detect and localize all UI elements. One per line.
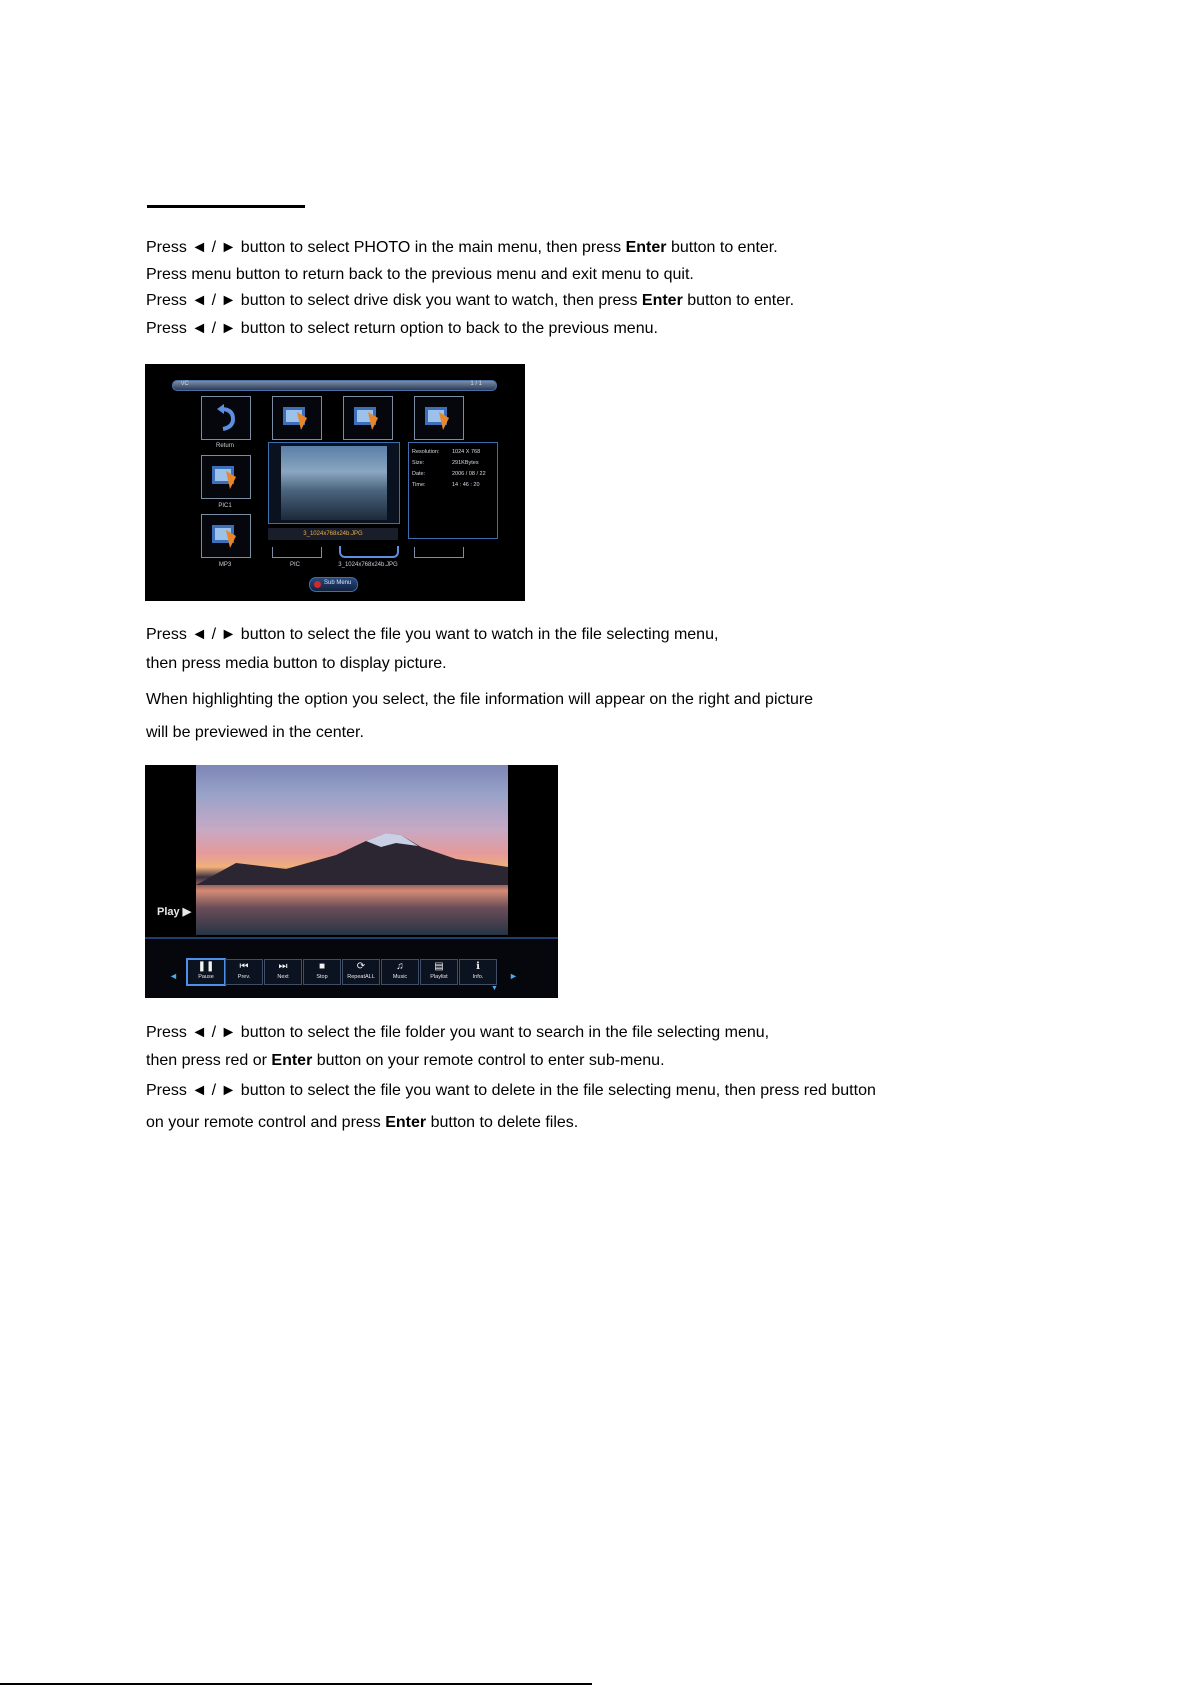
info-row: Date: 2006 / 08 / 22: [412, 471, 486, 477]
pause-icon: ❚❚: [197, 961, 215, 972]
preview-panel: [268, 442, 400, 524]
photo-icon: [212, 522, 238, 548]
tile-filename: 3_1024x768x24b.JPG: [338, 562, 398, 568]
return-tile[interactable]: [201, 396, 251, 440]
mountain-silhouette: [196, 825, 508, 885]
control-label: Music: [392, 974, 408, 980]
sub-menu-label: Sub Menu: [324, 580, 352, 586]
control-label: Stop: [316, 974, 328, 980]
photo-icon: [212, 463, 238, 489]
instruction-line: When highlighting the option you select, the file information will appear on the right and picture: [146, 691, 814, 708]
folder-tile-mp3[interactable]: [201, 514, 251, 558]
instruction-line: Press ◄ / ► button to select the file you want to watch in the file selecting menu,: [146, 626, 719, 643]
playlist-icon: ▤: [434, 961, 444, 972]
sub-menu-button[interactable]: [309, 577, 358, 592]
prev-icon: ⏮: [239, 961, 249, 972]
instruction-line: on your remote control and press Enter button to delete files.: [146, 1114, 579, 1131]
instruction-line: then press red or Enter button on your remote control to enter sub-menu.: [146, 1052, 665, 1069]
path-bar: [172, 380, 497, 391]
repeat-icon: ⟳: [356, 961, 366, 972]
instruction-line: Press ◄ / ► button to select the file you want to delete in the file selecting menu, then press red button: [146, 1082, 876, 1099]
next-button[interactable]: [264, 959, 302, 985]
info-row: Size: 291KBytes: [412, 460, 479, 466]
instruction-line: then press media button to display picture.: [146, 655, 447, 672]
path-label: \/C: [181, 381, 189, 387]
tile-bottom-edge: [272, 547, 322, 558]
tile-label: MP3: [218, 562, 232, 568]
pause-button[interactable]: [186, 958, 226, 986]
tile-label: Return: [215, 443, 234, 449]
selected-tile[interactable]: [339, 546, 399, 558]
return-icon: [215, 403, 237, 431]
page-indicator: 1 / 1: [470, 381, 482, 387]
repeat-button[interactable]: [342, 959, 380, 985]
control-label: RepeatALL: [347, 974, 375, 980]
instruction-line: will be previewed in the center.: [146, 724, 364, 741]
photo-icon: [425, 404, 451, 430]
instruction-line: Press ◄ / ► button to select the file folder you want to search in the file selecting menu,: [146, 1024, 770, 1041]
instruction-line: Press ◄ / ► button to select PHOTO in the main menu, then press Enter button to enter.: [146, 239, 778, 256]
info-icon: ℹ: [476, 961, 480, 972]
control-label: Next: [277, 974, 289, 980]
red-button-icon: [314, 581, 321, 588]
info-row: Time: 14 : 46 : 20: [412, 482, 480, 488]
tile-label: PIC1: [218, 503, 232, 509]
photo-tile[interactable]: [343, 396, 393, 440]
info-button[interactable]: [459, 959, 497, 985]
photo-browser-screenshot: [145, 364, 525, 601]
info-row: Resolution: 1024 X 768: [412, 449, 481, 455]
photo-icon: [354, 404, 380, 430]
slideshow-photo: [196, 765, 508, 935]
prev-button[interactable]: [225, 959, 263, 985]
section-underline: [147, 205, 305, 208]
preview-image: [281, 446, 387, 520]
control-label: Prev.: [237, 974, 251, 980]
instruction-line: Press ◄ / ► button to select drive disk you want to watch, then press Enter button to enter.: [146, 292, 795, 309]
playlist-button[interactable]: [420, 959, 458, 985]
scroll-left-icon[interactable]: ◄: [169, 971, 178, 981]
photo-tile[interactable]: [414, 396, 464, 440]
preview-filename: 3_1024x768x24b.JPG: [268, 528, 398, 540]
stop-button[interactable]: [303, 959, 341, 985]
stop-icon: ■: [318, 961, 326, 972]
photo-icon: [283, 404, 309, 430]
control-label: Info.: [472, 974, 484, 980]
instruction-line: Press ◄ / ► button to select return option to back to the previous menu.: [146, 320, 658, 337]
music-button[interactable]: [381, 959, 419, 985]
music-icon: ♫: [396, 961, 404, 972]
scroll-down-icon[interactable]: ▼: [491, 985, 498, 992]
instruction-line: Press menu button to return back to the previous menu and exit menu to quit.: [146, 266, 694, 283]
scroll-right-icon[interactable]: ►: [509, 971, 518, 981]
control-label: Pause: [198, 974, 214, 980]
photo-tile[interactable]: [272, 396, 322, 440]
tile-label: PIC: [289, 562, 300, 568]
control-label: Playlist: [430, 974, 448, 980]
folder-tile-pic1[interactable]: [201, 455, 251, 499]
play-status: Play ▶: [157, 906, 192, 918]
next-icon: ⏭: [278, 961, 288, 972]
file-info-panel: [408, 442, 498, 539]
tile-bottom-edge: [414, 547, 464, 558]
slideshow-screenshot: [145, 765, 558, 998]
